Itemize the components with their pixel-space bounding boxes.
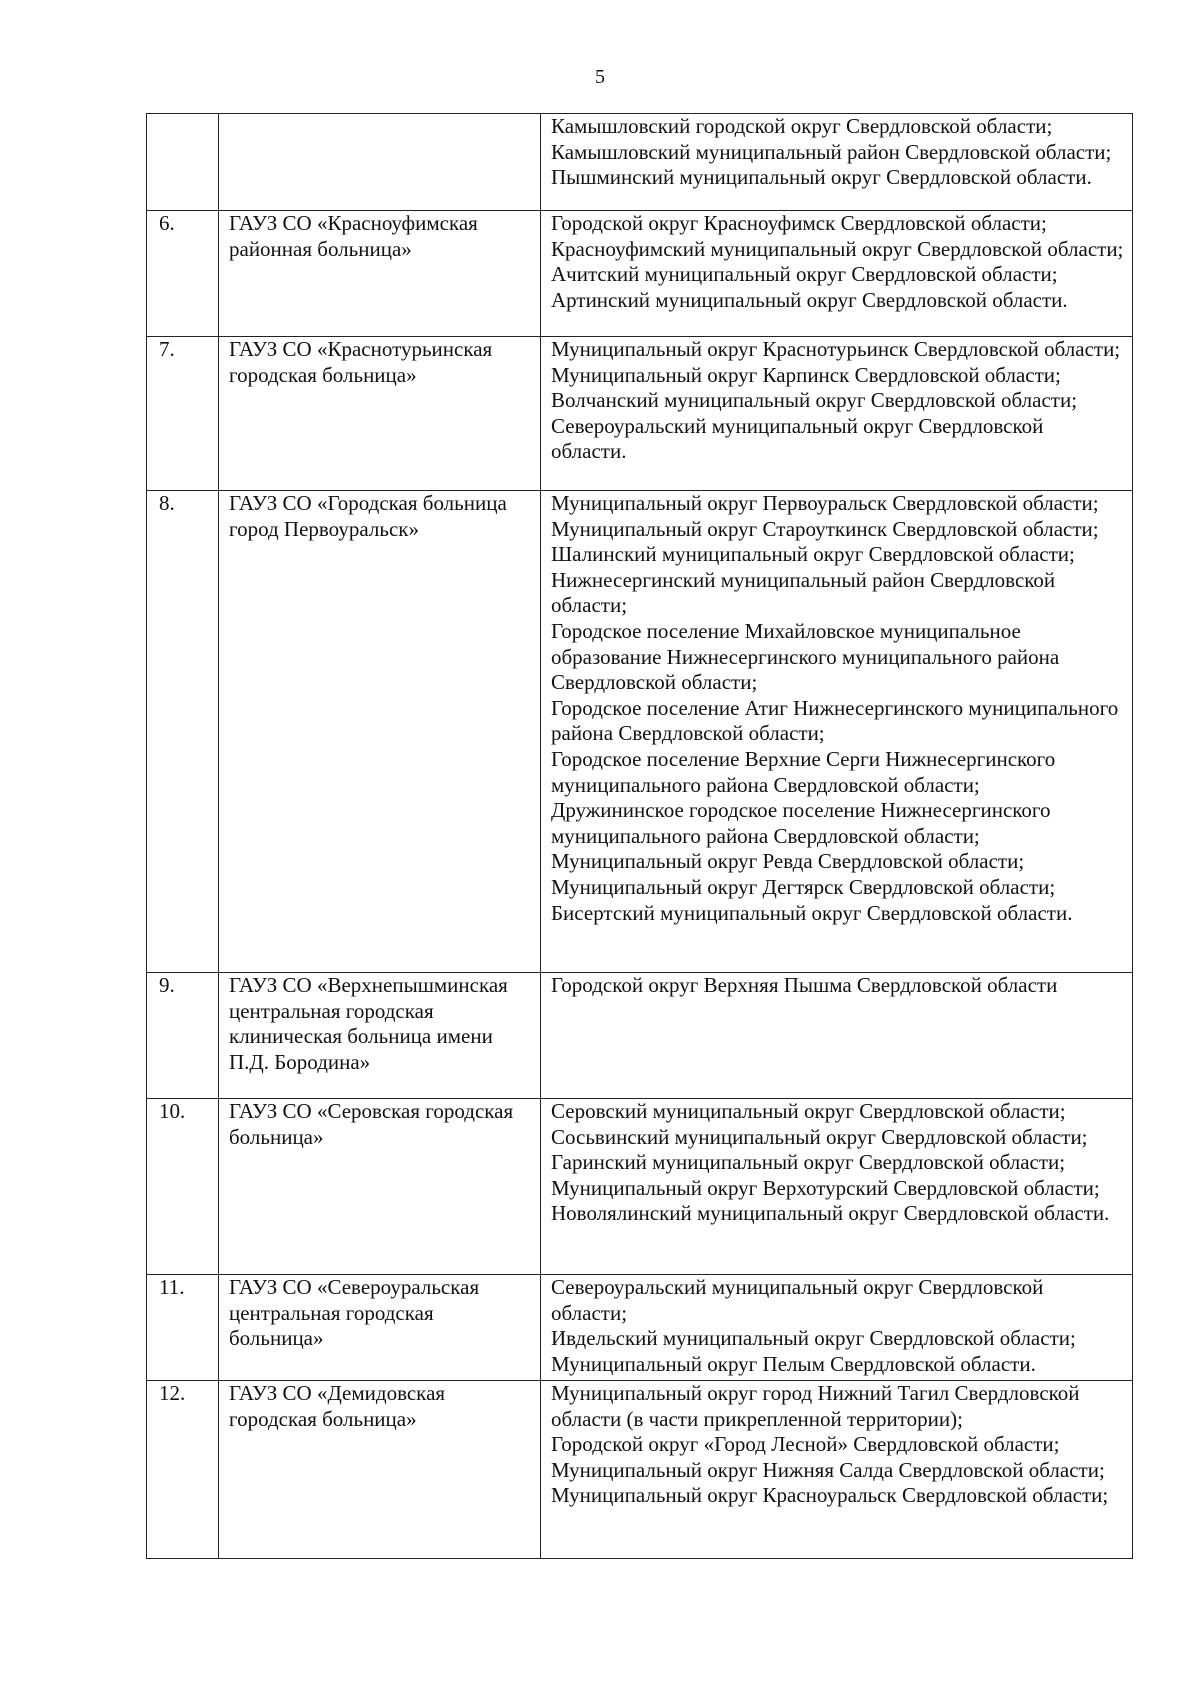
territory-item: Волчанский муниципальный округ Свердловской области;	[551, 388, 1078, 413]
territory-item: Городское поселение Верхние Серги Нижнесергинского муниципального района Свердловской области;	[551, 746, 1056, 797]
territory-item: Красноуфимский муниципальный округ Свердловской области;	[551, 236, 1124, 261]
territory-item: Серовский муниципальный округ Свердловской области;	[551, 1099, 1066, 1123]
territory-list	[541, 1381, 1133, 1559]
row-number: 10.	[147, 1099, 219, 1275]
territory-item: Городское поселение Атиг Нижнесергинского муниципального района Свердловской области;	[551, 695, 1119, 746]
institution-name: ГАУЗ СО «Серовская городская больница»	[219, 1099, 541, 1275]
table-row	[147, 211, 1133, 337]
territory-list	[541, 337, 1133, 491]
table-row	[147, 491, 1133, 973]
territory-item: Бисертский муниципальный округ Свердловской области.	[551, 900, 1073, 925]
territory-item: Муниципальный округ Пелым Свердловской области.	[551, 1351, 1036, 1376]
table-row	[147, 973, 1133, 1099]
territory-assignment-table	[146, 113, 1133, 1559]
territory-item: Муниципальный округ город Нижний Тагил Свердловской области (в части прикрепленной территории);	[551, 1381, 1080, 1431]
territory-item: Муниципальный округ Первоуральск Свердловской области;	[551, 491, 1099, 515]
territory-item: Городской округ Красноуфимск Свердловской области;	[551, 211, 1047, 235]
territory-item: Муниципальный округ Нижняя Салда Свердловской области;	[551, 1457, 1105, 1482]
territory-item: Артинский муниципальный округ Свердловской области.	[551, 287, 1068, 312]
territory-item: Нижнесергинский муниципальный район Свердловской области;	[551, 567, 1056, 618]
territory-item: Муниципальный округ Красноуральск Свердловской области;	[551, 1483, 1109, 1508]
table-row	[147, 1381, 1133, 1559]
territory-item: Городской округ «Город Лесной» Свердловской области;	[551, 1432, 1060, 1457]
territory-item: Североуральский муниципальный округ Свердловской области;	[551, 1275, 1044, 1325]
row-number: 11.	[147, 1275, 219, 1381]
territory-item: Пышминский муниципальный округ Свердловской области.	[551, 165, 1092, 190]
row-number: 12.	[147, 1381, 219, 1559]
territory-list	[541, 973, 1133, 1099]
row-number: 8.	[147, 491, 219, 973]
territory-item: Городской округ Верхняя Пышма Свердловской области	[551, 973, 1058, 997]
territory-list	[541, 1275, 1133, 1381]
territory-item: Шалинский муниципальный округ Свердловской области;	[551, 542, 1075, 567]
row-number	[147, 114, 219, 211]
territory-item: Североуральский муниципальный округ Свердловской области.	[551, 413, 1044, 464]
institution-name: ГАУЗ СО «Краснотурьинская городская больница»	[219, 337, 541, 491]
table-row	[147, 1275, 1133, 1381]
territory-item: Муниципальный округ Краснотурьинск Свердловской области;	[551, 337, 1121, 361]
territory-item: Муниципальный округ Карпинск Свердловской области;	[551, 362, 1061, 387]
territory-item: Муниципальный округ Ревда Свердловской области;	[551, 849, 1025, 874]
row-number: 7.	[147, 337, 219, 491]
territory-item: Муниципальный округ Староуткинск Свердловской области;	[551, 516, 1099, 541]
territory-item: Камышловский городской округ Свердловской области;	[551, 114, 1053, 138]
table-row	[147, 337, 1133, 491]
institution-name: ГАУЗ СО «Городская больница город Первоуральск»	[219, 491, 541, 973]
institution-name: ГАУЗ СО «Верхнепышминская центральная городская клиническая больница имени П.Д. Бородина»	[219, 973, 541, 1099]
row-number: 6.	[147, 211, 219, 337]
institution-name: ГАУЗ СО «Североуральская центральная городская больница»	[219, 1275, 541, 1381]
institution-name	[219, 114, 541, 211]
territory-item: Дружининское городское поселение Нижнесергинского муниципального района Свердловской области;	[551, 798, 1051, 848]
institution-name: ГАУЗ СО «Красноуфимская районная больница»	[219, 211, 541, 337]
territory-item: Муниципальный округ Дегтярск Свердловской области;	[551, 874, 1056, 899]
row-number: 9.	[147, 973, 219, 1099]
territory-item: Городское поселение Михайловское муниципальное образование Нижнесергинского муниципального района Свердловской области;	[551, 618, 1060, 695]
page-number: 5	[595, 66, 605, 88]
territory-list	[541, 114, 1133, 211]
territory-list	[541, 211, 1133, 337]
table-row	[147, 114, 1133, 211]
territory-item: Ивдельский муниципальный округ Свердловской области;	[551, 1326, 1076, 1351]
territory-item: Камышловский муниципальный район Свердловской области;	[551, 139, 1112, 164]
institution-name: ГАУЗ СО «Демидовская городская больница»	[219, 1381, 541, 1559]
territory-list	[541, 1099, 1133, 1275]
territory-item: Гаринский муниципальный округ Свердловской области;	[551, 1150, 1066, 1175]
table-row	[147, 1099, 1133, 1275]
territory-item: Сосьвинский муниципальный округ Свердловской области;	[551, 1124, 1088, 1149]
territory-item: Муниципальный округ Верхотурский Свердловской области;	[551, 1175, 1100, 1200]
territory-item: Ачитский муниципальный округ Свердловской области;	[551, 262, 1058, 287]
territory-list	[541, 491, 1133, 973]
territory-item: Новолялинский муниципальный округ Свердловской области.	[551, 1201, 1110, 1226]
